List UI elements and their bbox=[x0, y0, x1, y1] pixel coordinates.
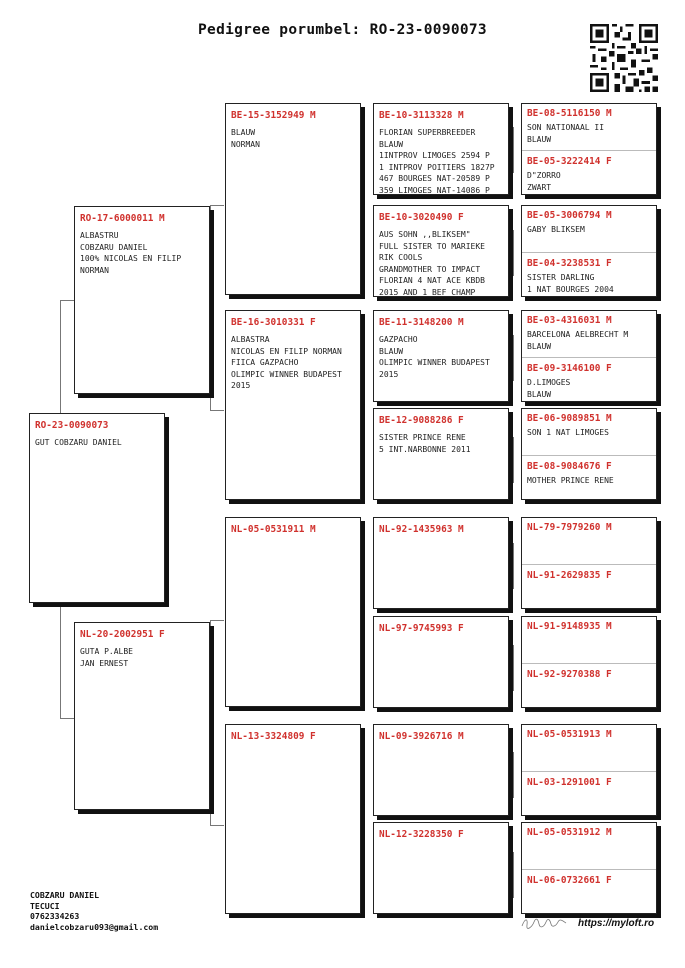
ring-number: BE-08-5116150 M bbox=[527, 108, 612, 119]
ring-number: RO-23-0090073 bbox=[35, 420, 109, 431]
pigeon-card-great-grandparent bbox=[373, 205, 509, 297]
info-line: 1INTPROV LIMOGES 2594 P bbox=[379, 151, 490, 161]
ring-number: NL-05-0531913 M bbox=[527, 729, 612, 740]
info-line: 467 BOURGES NAT-20589 P bbox=[379, 174, 490, 184]
pigeon-card-pair bbox=[521, 517, 657, 609]
info-line: 100% NICOLAS EN FILIP bbox=[80, 254, 182, 264]
ring-number: NL-09-3926716 M bbox=[379, 731, 464, 742]
info-line: SISTER PRINCE RENE bbox=[379, 433, 466, 442]
connector-line bbox=[364, 360, 365, 460]
pigeon-card-great-grandparent bbox=[373, 724, 509, 816]
ring-number: NL-20-2002951 F bbox=[80, 629, 165, 640]
ring-number: NL-05-0531911 M bbox=[231, 524, 316, 535]
ring-number: BE-05-3006794 M bbox=[527, 210, 612, 221]
info-line: BARCELONA AELBRECHT M bbox=[527, 330, 629, 339]
info-line: FLORIAN 4 NAT ACE KBDB bbox=[379, 276, 485, 286]
info-line: OLIMPIC WINNER BUDAPEST bbox=[231, 369, 342, 379]
ring-number: BE-15-3152949 M bbox=[231, 110, 316, 121]
pigeon-card-pair bbox=[521, 205, 657, 297]
connector-line bbox=[210, 205, 224, 206]
pigeon-card-grandparent bbox=[225, 103, 361, 295]
info-line: BLAUW bbox=[527, 389, 552, 399]
info-line: SON NATIONAAL II bbox=[527, 123, 605, 132]
ring-number: NL-13-3324809 F bbox=[231, 731, 316, 742]
connector-line bbox=[513, 852, 514, 898]
pigeon-card-pair bbox=[521, 103, 657, 195]
ring-number: BE-16-3010331 F bbox=[231, 317, 316, 328]
ring-number: BE-12-9088286 F bbox=[379, 415, 464, 426]
info-line: BLAUW bbox=[527, 134, 552, 144]
info-line: FIICA GAZPACHO bbox=[231, 358, 299, 368]
connector-line bbox=[364, 775, 365, 875]
info-line: ALBASTRU bbox=[80, 231, 119, 240]
info-line: AUS SOHN ,,BLIKSEM" bbox=[379, 230, 471, 239]
info-line: NORMAN bbox=[231, 139, 260, 149]
info-line: SON 1 NAT LIMOGES bbox=[527, 428, 609, 437]
info-line: BLAUW bbox=[379, 346, 404, 356]
info-line: GRANDMOTHER TO IMPACT bbox=[379, 264, 481, 274]
connector-line bbox=[513, 437, 514, 483]
connector-line bbox=[60, 718, 74, 719]
ring-number: BE-06-9089851 M bbox=[527, 413, 612, 424]
pigeon-card-grandparent bbox=[225, 517, 361, 707]
ring-number: NL-06-0732661 F bbox=[527, 875, 612, 886]
ring-number: NL-92-9270388 F bbox=[527, 669, 612, 680]
connector-line bbox=[60, 300, 74, 301]
signature-icon bbox=[520, 915, 568, 931]
connector-line bbox=[513, 543, 514, 589]
connector-line bbox=[210, 410, 224, 411]
website-link[interactable]: https://myloft.ro bbox=[578, 918, 655, 929]
owner-city: TECUCI bbox=[30, 900, 60, 911]
connector-line bbox=[210, 620, 224, 621]
ring-number: BE-09-3146100 F bbox=[527, 363, 612, 374]
info-line: BLAUW bbox=[379, 139, 404, 149]
pigeon-card-great-grandparent bbox=[373, 310, 509, 402]
ring-number: NL-91-9148935 M bbox=[527, 621, 612, 632]
connector-line bbox=[364, 568, 365, 668]
info-line: NORMAN bbox=[80, 265, 109, 275]
info-line: GAZPACHO bbox=[379, 335, 418, 344]
ring-number: BE-10-3020490 F bbox=[379, 212, 464, 223]
info-line: SISTER DARLING bbox=[527, 273, 595, 282]
pigeon-card-subject bbox=[29, 413, 165, 603]
info-line: COBZARU DANIEL bbox=[80, 242, 148, 252]
connector-line bbox=[513, 645, 514, 691]
page-title: Pedigree porumbel: RO-23-0090073 bbox=[198, 22, 487, 38]
pigeon-card-pair bbox=[521, 616, 657, 708]
info-line: OLIMPIC WINNER BUDAPEST bbox=[379, 358, 490, 368]
info-line: 1 INTPROV POITIERS 1827P bbox=[379, 162, 495, 172]
connector-line bbox=[513, 127, 514, 173]
connector-line bbox=[364, 152, 365, 254]
info-line: D.LIMOGES bbox=[527, 378, 571, 387]
pigeon-card-great-grandparent bbox=[373, 517, 509, 609]
info-line: FULL SISTER TO MARIEKE bbox=[379, 241, 485, 251]
ring-number: NL-91-2629835 F bbox=[527, 570, 612, 581]
info-line: BLAUW bbox=[527, 341, 552, 351]
pigeon-card-grandparent bbox=[225, 724, 361, 914]
info-line: 359 LIMOGES NAT-14086 P bbox=[379, 185, 490, 195]
ring-number: BE-04-3238531 F bbox=[527, 258, 612, 269]
info-line: MOTHER PRINCE RENE bbox=[527, 476, 614, 485]
pigeon-card-dam bbox=[74, 622, 210, 810]
connector-line bbox=[513, 335, 514, 381]
info-line: RIK COOLS bbox=[379, 253, 423, 263]
ring-number: NL-92-1435963 M bbox=[379, 524, 464, 535]
ring-number: NL-03-1291001 F bbox=[527, 777, 612, 788]
ring-number: NL-97-9745993 F bbox=[379, 623, 464, 634]
pigeon-card-sire bbox=[74, 206, 210, 394]
qr-code-icon bbox=[590, 24, 658, 92]
connector-line bbox=[210, 620, 211, 825]
info-line: BLAUW bbox=[231, 128, 256, 137]
info-line: NICOLAS EN FILIP NORMAN bbox=[231, 346, 342, 356]
connector-line bbox=[210, 825, 224, 826]
info-line: GABY BLIKSEM bbox=[527, 225, 585, 234]
info-line: ALBASTRA bbox=[231, 335, 270, 344]
ring-number: BE-03-4316031 M bbox=[527, 315, 612, 326]
pigeon-card-pair bbox=[521, 822, 657, 914]
info-line: 2015 AND 1 BEF CHAMP bbox=[379, 287, 476, 297]
ring-number: BE-10-3113328 M bbox=[379, 110, 464, 121]
pigeon-card-great-grandparent bbox=[373, 103, 509, 195]
info-line: ZWART bbox=[527, 182, 552, 192]
info-line: 1 NAT BOURGES 2004 bbox=[527, 284, 614, 294]
ring-number: NL-12-3228350 F bbox=[379, 829, 464, 840]
info-line: JAN ERNEST bbox=[80, 658, 129, 668]
connector-line bbox=[513, 752, 514, 798]
info-line: GUT COBZARU DANIEL bbox=[35, 438, 122, 447]
ring-number: RO-17-6000011 M bbox=[80, 213, 165, 224]
connector-line bbox=[210, 205, 211, 410]
owner-contact bbox=[30, 890, 158, 932]
pigeon-card-great-grandparent bbox=[373, 616, 509, 708]
ring-number: NL-79-7979260 M bbox=[527, 522, 612, 533]
info-line: 2015 bbox=[231, 381, 251, 391]
owner-phone: 0762334263 bbox=[30, 911, 80, 921]
ring-number: BE-05-3222414 F bbox=[527, 156, 612, 167]
info-line: 2015 bbox=[379, 369, 399, 379]
ring-number: BE-08-9084676 F bbox=[527, 461, 612, 472]
info-line: 5 INT.NARBONNE 2011 bbox=[379, 444, 471, 454]
owner-email[interactable]: danielcobzaru093@gmail.com bbox=[30, 921, 159, 932]
ring-number: BE-11-3148200 M bbox=[379, 317, 464, 328]
pigeon-card-pair bbox=[521, 408, 657, 500]
ring-number: NL-05-0531912 M bbox=[527, 827, 612, 838]
info-line: GUTA P.ALBE bbox=[80, 647, 133, 656]
owner-name: COBZARU DANIEL bbox=[30, 890, 100, 900]
info-line: FLORIAN SUPERBREEDER bbox=[379, 128, 476, 137]
pigeon-card-grandparent bbox=[225, 310, 361, 500]
pigeon-card-great-grandparent bbox=[373, 408, 509, 500]
connector-line bbox=[513, 230, 514, 276]
pigeon-card-pair bbox=[521, 310, 657, 402]
pigeon-card-great-grandparent bbox=[373, 822, 509, 914]
info-line: D"ZORRO bbox=[527, 171, 561, 180]
pigeon-card-pair bbox=[521, 724, 657, 816]
